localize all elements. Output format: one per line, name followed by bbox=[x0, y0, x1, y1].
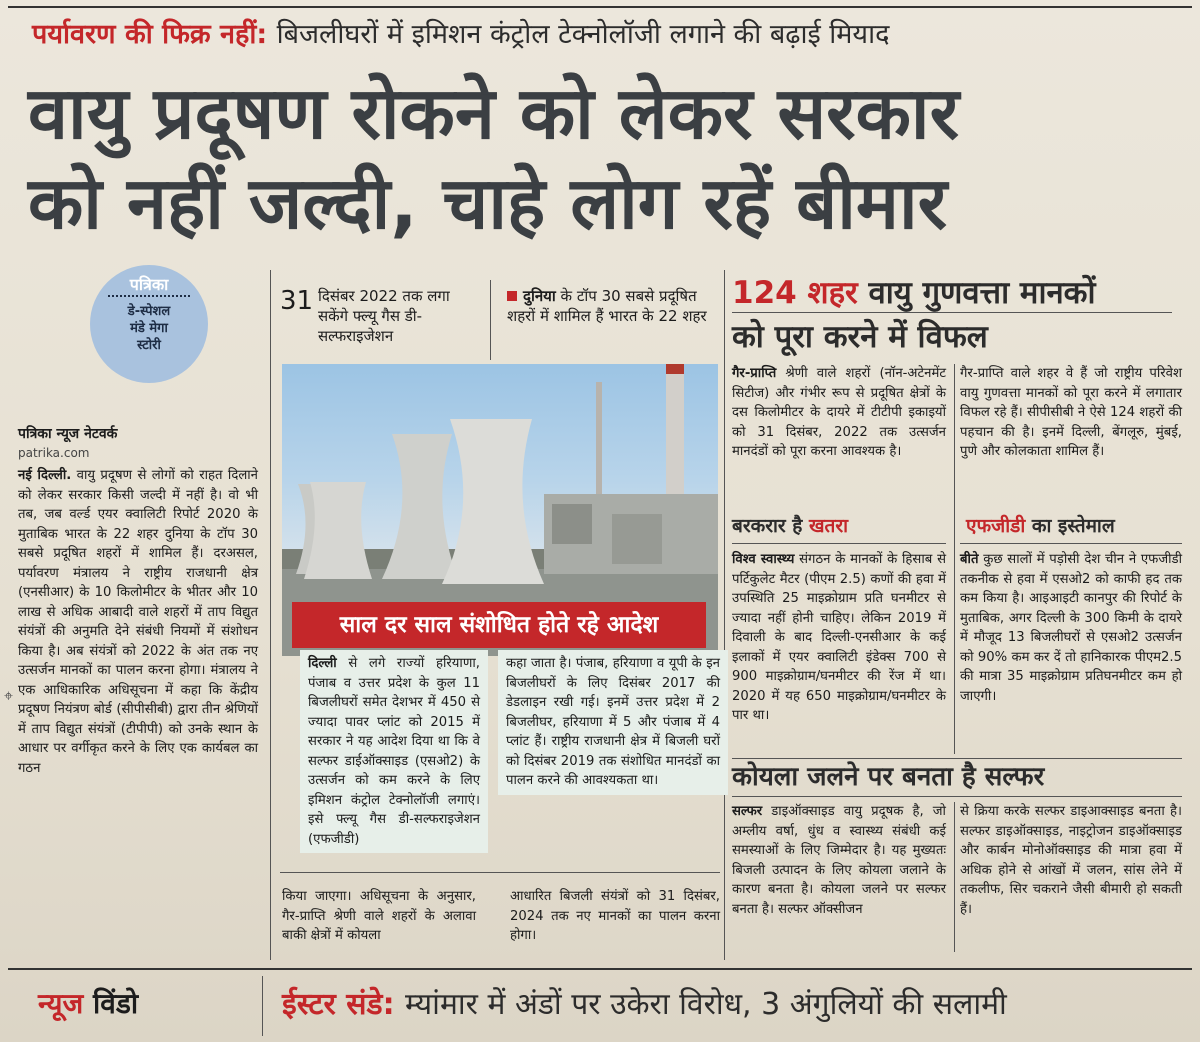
section-124-right-text: गैर-प्राप्ति वाले शहर वे हैं जो राष्ट्रीय परिवेश वायु गुणवत्ता मानकों को पूरा करने में लगातार विफल रहे हैं। सीपीसीबी ने ऐसे 124 शहरों की पहचान की है। इनमें दिल्ली, बेंगलूरु, मुंबई, पुणे और कोलकाता शामिल हैं। bbox=[960, 366, 1182, 459]
sulfur-left-body: डाइऑक्साइड वायु प्रदूषक है, जो अम्लीय वर्षा, धुंध व स्वास्थ्य संबंधी कई समस्याओं के लिए जिम्मेदार है। यह मुख्यतः बिजली उत्पादन के लिए कोयला जलाने के कारण बनता है। कोयला जलने पर सल्फर बनता है। सल्फर ऑक्सीजन bbox=[732, 804, 946, 917]
kicker-label: पर्यावरण की फिक्र नहीं bbox=[32, 19, 257, 50]
box-bottom-rule bbox=[280, 872, 720, 873]
headline-line-2: को नहीं जल्दी, चाहे लोग रहें बीमार bbox=[28, 161, 948, 245]
news-window-red: न्यूज bbox=[38, 987, 84, 1020]
fgd-rule bbox=[960, 543, 1182, 544]
fgd-heading-red: एफजीडी bbox=[966, 515, 1026, 537]
continued-text-left: किया जाएगा। अधिसूचना के अनुसार, गैर-प्राप्ति श्रेणी वाले शहरों के अलावा बाकी क्षेत्रों में कोयला bbox=[282, 889, 476, 943]
headline-line-1: वायु प्रदूषण रोकने को लेकर सरकार bbox=[28, 71, 960, 155]
top-rule bbox=[8, 6, 1192, 8]
sulfur-heading: कोयला जलने पर बनता है सल्फर bbox=[732, 762, 1045, 792]
fact-rule bbox=[490, 280, 491, 360]
sulfur-heading-rule bbox=[732, 796, 1182, 797]
section-124-highlight: 124 शहर bbox=[732, 275, 858, 311]
logo-line-2: मंडे मेगा bbox=[130, 321, 168, 336]
logo-brand: पत्रिका bbox=[129, 275, 169, 294]
patrika-special-logo bbox=[90, 265, 208, 383]
sulfur-right-text: से क्रिया करके सल्फर डाइआक्साइड बनता है। सल्फर डाइऑक्साइड, नाइट्रोजन डाइऑक्साइड और कार्बन मोनोऑक्साइड की मात्रा हवा में अधिक होने से आंखों में जलन, सांस लेने में तकलीफ, सिर चकराने जैसी बीमारी हो सकती हैं। bbox=[960, 804, 1182, 917]
threat-lead: विश्व स्वास्थ्य bbox=[732, 552, 795, 567]
logo-text bbox=[90, 303, 208, 354]
fgd-heading-text: का इस्तेमाल bbox=[1031, 515, 1115, 537]
kicker-colon: : bbox=[256, 19, 268, 50]
threat-text bbox=[732, 550, 946, 726]
fact-world bbox=[507, 286, 722, 326]
news-window-text: विंडो bbox=[93, 987, 139, 1020]
logo-line-3: स्टोरी bbox=[137, 338, 161, 353]
kicker-text: बिजलीघरों में इमिशन कंट्रोल टेक्नोलॉजी लगाने की बढ़ाई मियाद bbox=[276, 19, 890, 50]
fgd-text bbox=[960, 550, 1182, 706]
lead-article bbox=[18, 466, 258, 778]
sulfur-lead: सल्फर bbox=[732, 804, 763, 819]
orders-box-right: कहा जाता है। पंजाब, हरियाणा व यूपी के इन बिजलीघरों के लिए दिसंबर 2017 की डेडलाइन रखी गई। इनमें उत्तर प्रदेश में 2 बिजलीघर, हरियाणा में 5 और पंजाब में 4 प्लांट हैं। राष्ट्रीय राजधानी क्षेत्र में बिजली घरों को दिसंबर 2019 तक संशोधित मानदंडों का पालन करने की आवश्यकता था। bbox=[498, 650, 728, 795]
fgd-body: कुछ सालों में पड़ोसी देश चीन ने एफजीडी तकनीक से हवा में एसओ2 को काफी हद तक कम किया है। आइआइटी कानपुर की रिपोर्ट के मुताबिक, अगर दिल्ली के 300 किमी के दायरे में मौजूद 13 बिजलीघरों से एसओ2 उत्सर्जन को 90% कम कर दें तो हानिकारक पीएम2.5 की मात्रा 35 माइक्रोग्राम प्रतिघनमीटर कम हो जाएगी। bbox=[960, 552, 1183, 704]
next-story-text: म्यांमार में अंडों पर उकेरा विरोध, 3 अंगुलियों की सलामी bbox=[405, 987, 1007, 1022]
sulfur-left-text bbox=[732, 802, 946, 919]
crop-mark-icon: ⌖ bbox=[4, 686, 14, 705]
fgd-lead: बीते bbox=[960, 552, 979, 567]
notebook-rings-icon bbox=[108, 295, 190, 303]
threat-heading bbox=[732, 512, 848, 538]
threat-heading-red: खतरा bbox=[809, 515, 849, 537]
fact-world-text: के टॉप 30 सबसे प्रदूषित शहरों में शामिल हैं भारत के 22 शहर bbox=[507, 287, 707, 325]
section-124-left-body: श्रेणी वाले शहरों (नॉन-अटेनमेंट सिटीज) और गंभीर रूप से प्रदूषित क्षेत्रों के दस किलोमीटर के दायरे में टीटीपी इकाइयों को 31 दिसंबर, 2022 तक उत्सर्जन मानदंडों को पूरा करना आवश्यक है। bbox=[732, 366, 946, 459]
fgd-heading bbox=[966, 512, 1115, 538]
next-story-headline bbox=[282, 982, 1007, 1023]
logo-line-1: डे-स्पेशल bbox=[127, 304, 171, 319]
continued-text-right: आधारित बिजली संयंत्रों को 31 दिसंबर, 2024 तक नए मानकों का पालन करना होगा। bbox=[510, 889, 720, 943]
orders-box-left bbox=[300, 650, 488, 853]
column-rule-2 bbox=[724, 270, 725, 960]
sulfur-column-rule bbox=[954, 802, 955, 952]
orders-box-left-text: से लगे राज्यों हरियाणा, पंजाब व उत्तर प्रदेश के कुल 11 बिजलीघरों समेत देशभर में 450 से ज्यादा पावर प्लांट को 2015 में सरकार ने यह आदेश दिया था कि वे सल्फर डाईऑक्साइड (एसओ2) के उत्सर्जन को कम करने के लिए इमिशन कंट्रोल टेक्नोलॉजी लगाएं। इसे फ्ल्यू गैस डी-सल्फराइजेशन (एफजीडी) bbox=[308, 656, 480, 847]
fact-date-number: 31 bbox=[280, 286, 314, 316]
threat-body: संगठन के मानकों के हिसाब से पर्टिकुलेट मैटर (पीएम 2.5) कणों की हवा में उपस्थिति 25 माइक्रोग्राम प्रति घनमीटर से ज्यादा नहीं होनी चाहिए। लेकिन 2019 में दिवाली के बाद दिल्ली-एनसीआर के कई इलाकों में एयर क्वालिटी इंडेक्स 700 से 900 माइक्रोग्राम/घनमीटर की रेंज में था। 2020 में यह 650 माइक्रोग्राम/घनमीटर के पार था। bbox=[732, 552, 946, 723]
kicker bbox=[32, 14, 889, 51]
column-rule-1 bbox=[270, 270, 271, 960]
byline-site: patrika.com bbox=[18, 446, 90, 460]
fact-date-text: दिसंबर 2022 तक लगा सकेंगे फ्ल्यू गैस डी-सल्फराइजेशन bbox=[318, 287, 450, 345]
bottom-column-rule bbox=[262, 976, 263, 1036]
section-heading-rule bbox=[732, 312, 1172, 313]
dateline: नई दिल्ली. bbox=[18, 468, 72, 483]
section-124-lead: गैर-प्राप्ति bbox=[732, 366, 777, 381]
right-column-rule bbox=[954, 364, 955, 754]
byline-agency: पत्रिका न्यूज नेटवर्क bbox=[18, 426, 118, 442]
threat-heading-text: बरकरार है bbox=[732, 515, 803, 537]
lead-body: वायु प्रदूषण से लोगों को राहत दिलाने को लेकर सरकार किसी जल्दी में नहीं है। वो भी तब, जब वर्ल्ड एयर क्वालिटी रिपोर्ट 2020 के मुताबिक भारत के 22 शहर दुनिया के टॉप 30 सबसे प्रदूषित शहरों में शामिल हैं। दरअसल, पर्यावरण मंत्रालय ने राष्ट्रीय राजधानी क्षेत्र (एनसीआर) के 10 किलोमीटर के भीतर और 10 लाख से अधिक आबादी वाले शहरों में ताप विद्युत संयंत्रों की अनुमति देने संबंधी नियमों में संशोधन किया है। अब संयंत्रों को 2022 के अंत तक नए उत्सर्जन मानकों का पालन करना होगा। मंत्रालय ने एक आधिकारिक अधिसूचना में कहा कि केंद्रीय प्रदूषण नियंत्रण बोर्ड (सीपीसीबी) द्वारा तीन श्रेणियों में ताप विद्युत संयंत्रों (टीपीपी) को उनके स्थान के आधार पर वर्गीकृत करने के लिए एक कार्यबल का गठन bbox=[18, 468, 258, 776]
fact-world-highlight: दुनिया bbox=[523, 287, 556, 305]
threat-rule bbox=[732, 543, 946, 544]
next-story-label: ईस्टर संडे bbox=[282, 987, 383, 1022]
next-story-colon: : bbox=[382, 987, 395, 1022]
section-124-line-1: वायु गुणवत्ता मानकों bbox=[868, 275, 1096, 311]
headline bbox=[28, 68, 1178, 248]
bottom-rule bbox=[8, 968, 1192, 970]
news-window-label bbox=[38, 984, 138, 1022]
orders-box-left-lead: दिल्ली bbox=[308, 656, 337, 671]
section-124-left-text bbox=[732, 364, 946, 462]
sulfur-top-rule bbox=[732, 758, 1182, 759]
bullet-square-icon bbox=[507, 291, 517, 301]
photo-banner: साल दर साल संशोधित होते रहे आदेश bbox=[292, 602, 706, 648]
section-124-cities-heading bbox=[732, 272, 1096, 314]
section-124-line-2: को पूरा करने में विफल bbox=[732, 319, 988, 355]
